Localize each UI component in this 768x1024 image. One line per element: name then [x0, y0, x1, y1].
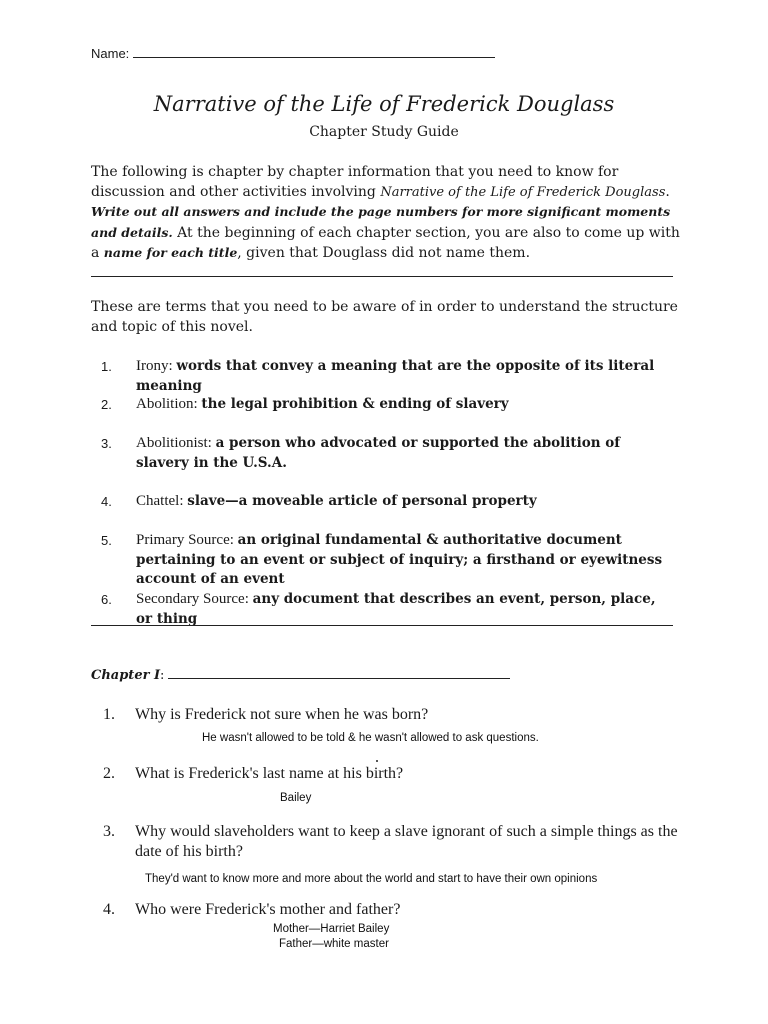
question-text: What is Frederick's last name at his birth?	[135, 765, 404, 782]
intro-text-3: At the beginning of each chapter section, you are also to come up with a	[91, 224, 680, 261]
chapter-title-blank[interactable]	[168, 668, 510, 679]
chapter-label: Chapter I	[91, 668, 161, 683]
stray-mark	[376, 760, 378, 762]
chapter-heading	[91, 668, 510, 683]
divider-1	[91, 276, 673, 277]
term-definition: words that convey a meaning that are the opposite of its literal meaning	[136, 358, 655, 394]
intro-paragraph	[91, 163, 681, 264]
divider-2	[91, 625, 673, 626]
answer-text[interactable]: Mother—Harriet Bailey	[273, 923, 390, 935]
name-field-row	[91, 45, 495, 61]
term-label: Chattel:	[136, 493, 188, 509]
intro-text-1: The following is chapter by chapter information that you need to know for discussion and other activities involving	[91, 164, 619, 200]
term-number: 3.	[101, 436, 112, 451]
term-label: Abolitionist:	[136, 435, 216, 451]
term-definition: slave—a moveable article of personal property	[187, 493, 537, 509]
document-subtitle: Chapter Study Guide	[309, 124, 459, 140]
term-number: 6.	[101, 592, 112, 607]
name-label: Name:	[91, 46, 130, 61]
name-blank-line[interactable]	[133, 45, 495, 58]
term-label: Irony:	[136, 358, 177, 374]
question-number: 1.	[103, 706, 115, 723]
question-number: 3.	[103, 823, 115, 840]
intro-text-2: .	[665, 183, 670, 200]
intro-emphasis-title: name for each title	[103, 245, 238, 260]
term-label: Primary Source:	[136, 532, 238, 548]
question-text: Who were Frederick's mother and father?	[135, 901, 401, 918]
answer-text[interactable]: They'd want to know more and more about the world and start to have their own opinions	[145, 873, 598, 885]
question-number: 2.	[103, 765, 115, 782]
term-number: 2.	[101, 397, 112, 412]
document-title: Narrative of the Life of Frederick Douglass	[153, 92, 615, 116]
intro-book-title: Narrative of the Life of Frederick Douglass	[380, 184, 666, 200]
term-definition: the legal prohibition & ending of slavery	[201, 396, 509, 412]
chapter-colon: :	[160, 668, 165, 683]
term-label: Secondary Source:	[136, 591, 253, 607]
answer-text[interactable]: Bailey	[280, 792, 312, 804]
question-text: Why is Frederick not sure when he was born?	[135, 706, 429, 723]
term-number: 4.	[101, 494, 112, 509]
term-definition: an original fundamental & authoritative document pertaining to an event or subject of inquiry; a firsthand or eyewitness account of an event	[136, 532, 663, 587]
intro-text-4: , given that Douglass did not name them.	[237, 245, 531, 261]
term-number: 1.	[101, 359, 112, 374]
question-text: Why would slaveholders want to keep a slave ignorant of such a simple things as the date of his birth?	[135, 823, 678, 860]
term-number: 5.	[101, 533, 112, 548]
term-label: Abolition:	[136, 396, 202, 412]
term-definition: any document that describes an event, person, place, or thing	[136, 591, 656, 627]
intro-emphasis-answers: Write out all answers and include the page numbers for more significant moments and details.	[91, 204, 671, 240]
question-number: 4.	[103, 901, 115, 918]
answer-text[interactable]: He wasn't allowed to be told & he wasn't allowed to ask questions.	[202, 732, 539, 744]
terms-intro: These are terms that you need to be aware of in order to understand the structure and topic of this novel.	[91, 299, 678, 335]
term-definition: a person who advocated or supported the abolition of slavery in the U.S.A.	[136, 435, 621, 471]
answer-text[interactable]: Father—white master	[279, 938, 389, 950]
